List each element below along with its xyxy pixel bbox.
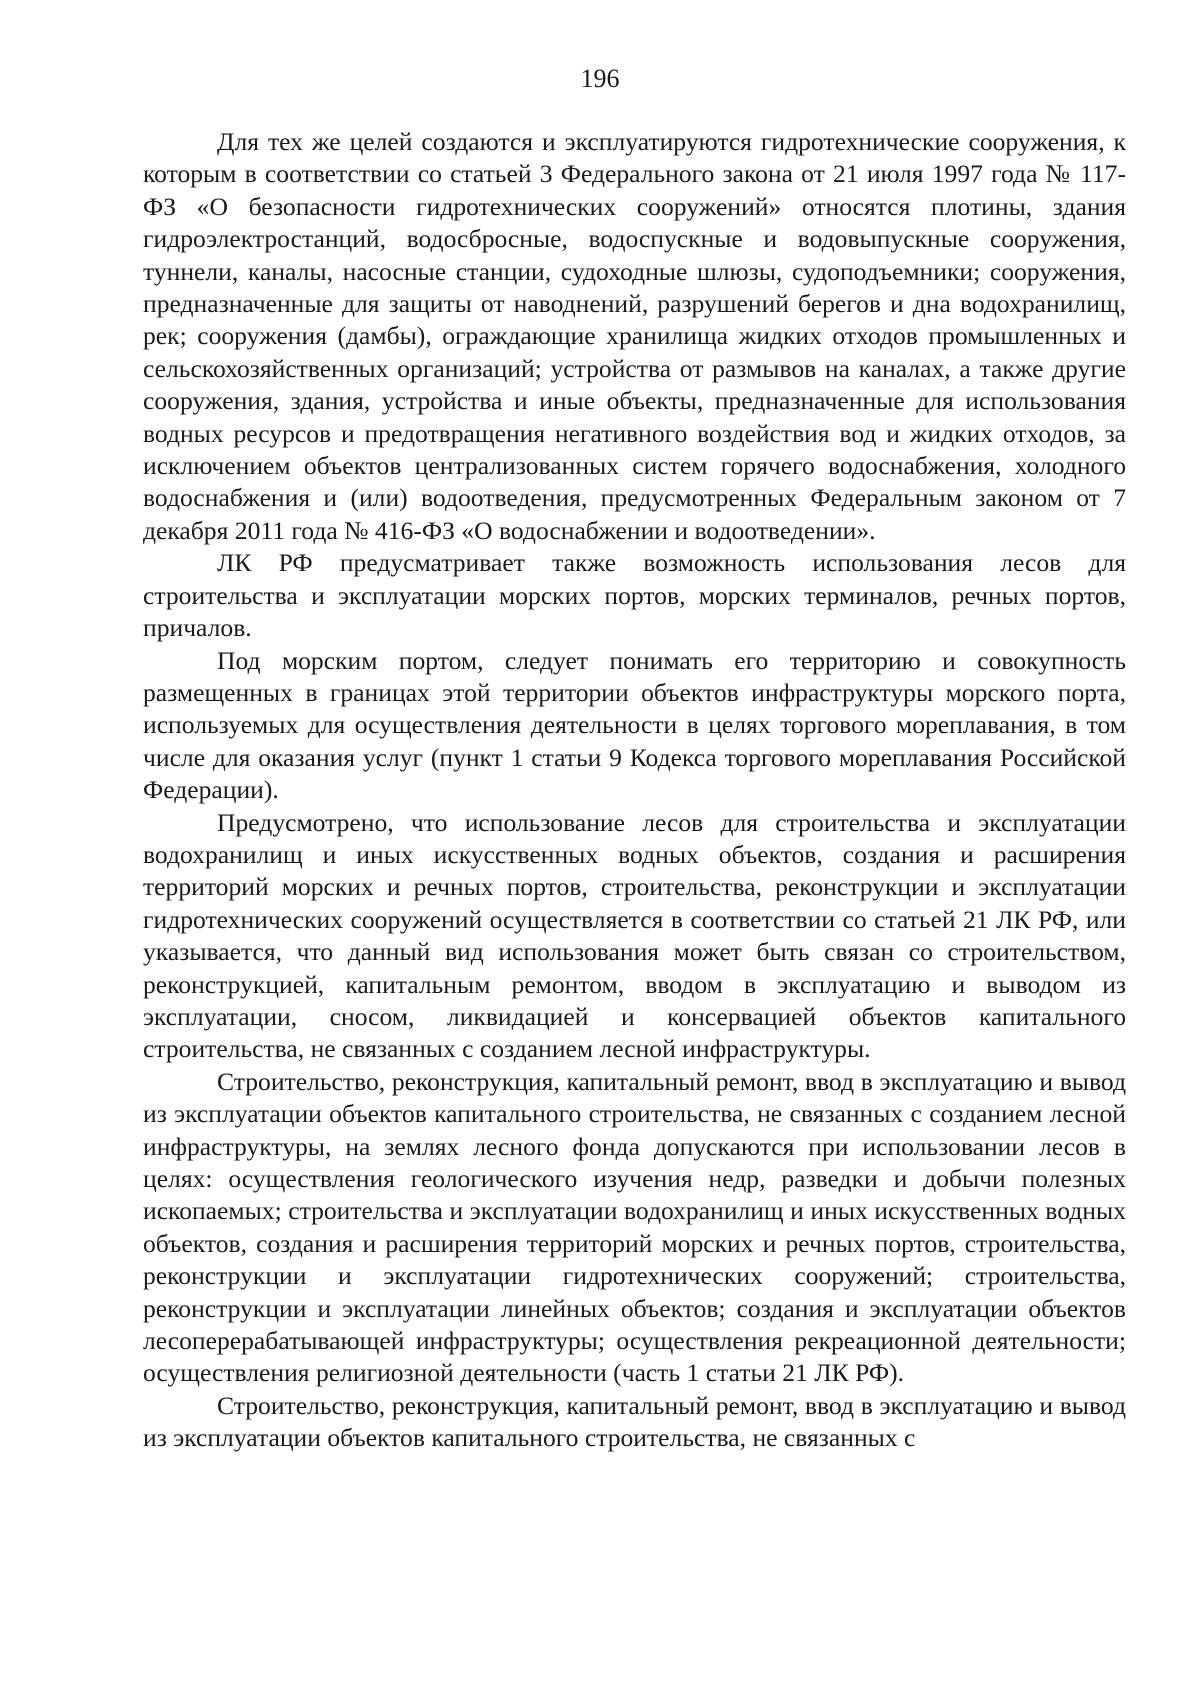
paragraph-construction-continued: Строительство, реконструкция, капитальный ремонт, ввод в эксплуатацию и вывод из эксплуатации объектов капитального строительства, не связанных с [143,1390,1126,1453]
page-number: 196 [580,64,620,93]
paragraph-hydrotechnical-structures: Для тех же целей создаются и эксплуатируются гидротехнические сооружения, к которым в соответствии со статьей 3 Федерального закона от 21 июля 1997 года № 117-ФЗ «О безопасности гидротехнических сооружений» относятся плотины, здания гидроэлектростанций, водосбросные, водоспускные и водовыпускные сооружения, туннели, каналы, насосные станции, судоходные шлюзы, судоподъемники; сооружения, предназначенные для защиты от наводнений, разрушений берегов и дна водохранилищ, рек; сооружения (дамбы), ограждающие хранилища жидких отходов промышленных и сельскохозяйственных организаций; устройства от размывов на каналах, а также другие сооружения, здания, устройства и иные объекты, предназначенные для использования водных ресурсов и предотвращения негативного воздействия вод и жидких отходов, за исключением объектов централизованных систем горячего водоснабжения, холодного водоснабжения и (или) водоотведения, предусмотренных Федеральным законом от 7 декабря 2011 года № 416-ФЗ «О водоснабжении и водоотведении». [143,127,1126,545]
document-body [143,126,1126,1455]
paragraph-construction-purposes: Строительство, реконструкция, капитальный ремонт, ввод в эксплуатацию и вывод из эксплуатации объектов капитального строительства, не связанных с созданием лесной инфраструктуры, на землях лесного фонда допускаются при использовании лесов в целях: осуществления геологического изучения недр, разведки и добычи полезных ископаемых; строительства и эксплуатации водохранилищ и иных искусственных водных объектов, создания и расширения территорий морских и речных портов, строительства, реконструкции и эксплуатации гидротехнических сооружений; строительства, реконструкции и эксплуатации линейных объектов; создания и эксплуатации объектов лесоперерабатывающей инфраструктуры; осуществления рекреационной деятельности; осуществления религиозной деятельности (часть 1 статьи 21 ЛК РФ). [143,1066,1126,1388]
paragraph-article-21: Предусмотрено, что использование лесов для строительства и эксплуатации водохранилищ и иных искусственных водных объектов, создания и расширения территорий морских и речных портов, строительства, реконструкции и эксплуатации гидротехнических сооружений осуществляется в соответствии со статьей 21 ЛК РФ, или указывается, что данный вид использования может быть связан со строительством, реконструкцией, капитальным ремонтом, вводом в эксплуатацию и выводом из эксплуатации, сносом, ликвидацией и консервацией объектов капитального строительства, не связанных с созданием лесной инфраструктуры. [143,807,1126,1064]
paragraph-sea-port-definition: Под морским портом, следует понимать его территорию и совокупность размещенных в границах этой территории объектов инфраструктуры морского порта, используемых для осуществления деятельности в целях торгового мореплавания, в том числе для оказания услуг (пункт 1 статьи 9 Кодекса торгового мореплавания Российской Федерации). [143,645,1126,805]
paragraph-ports-use: ЛК РФ предусматривает также возможность использования лесов для строительства и эксплуатации морских портов, морских терминалов, речных портов, причалов. [143,548,1126,643]
